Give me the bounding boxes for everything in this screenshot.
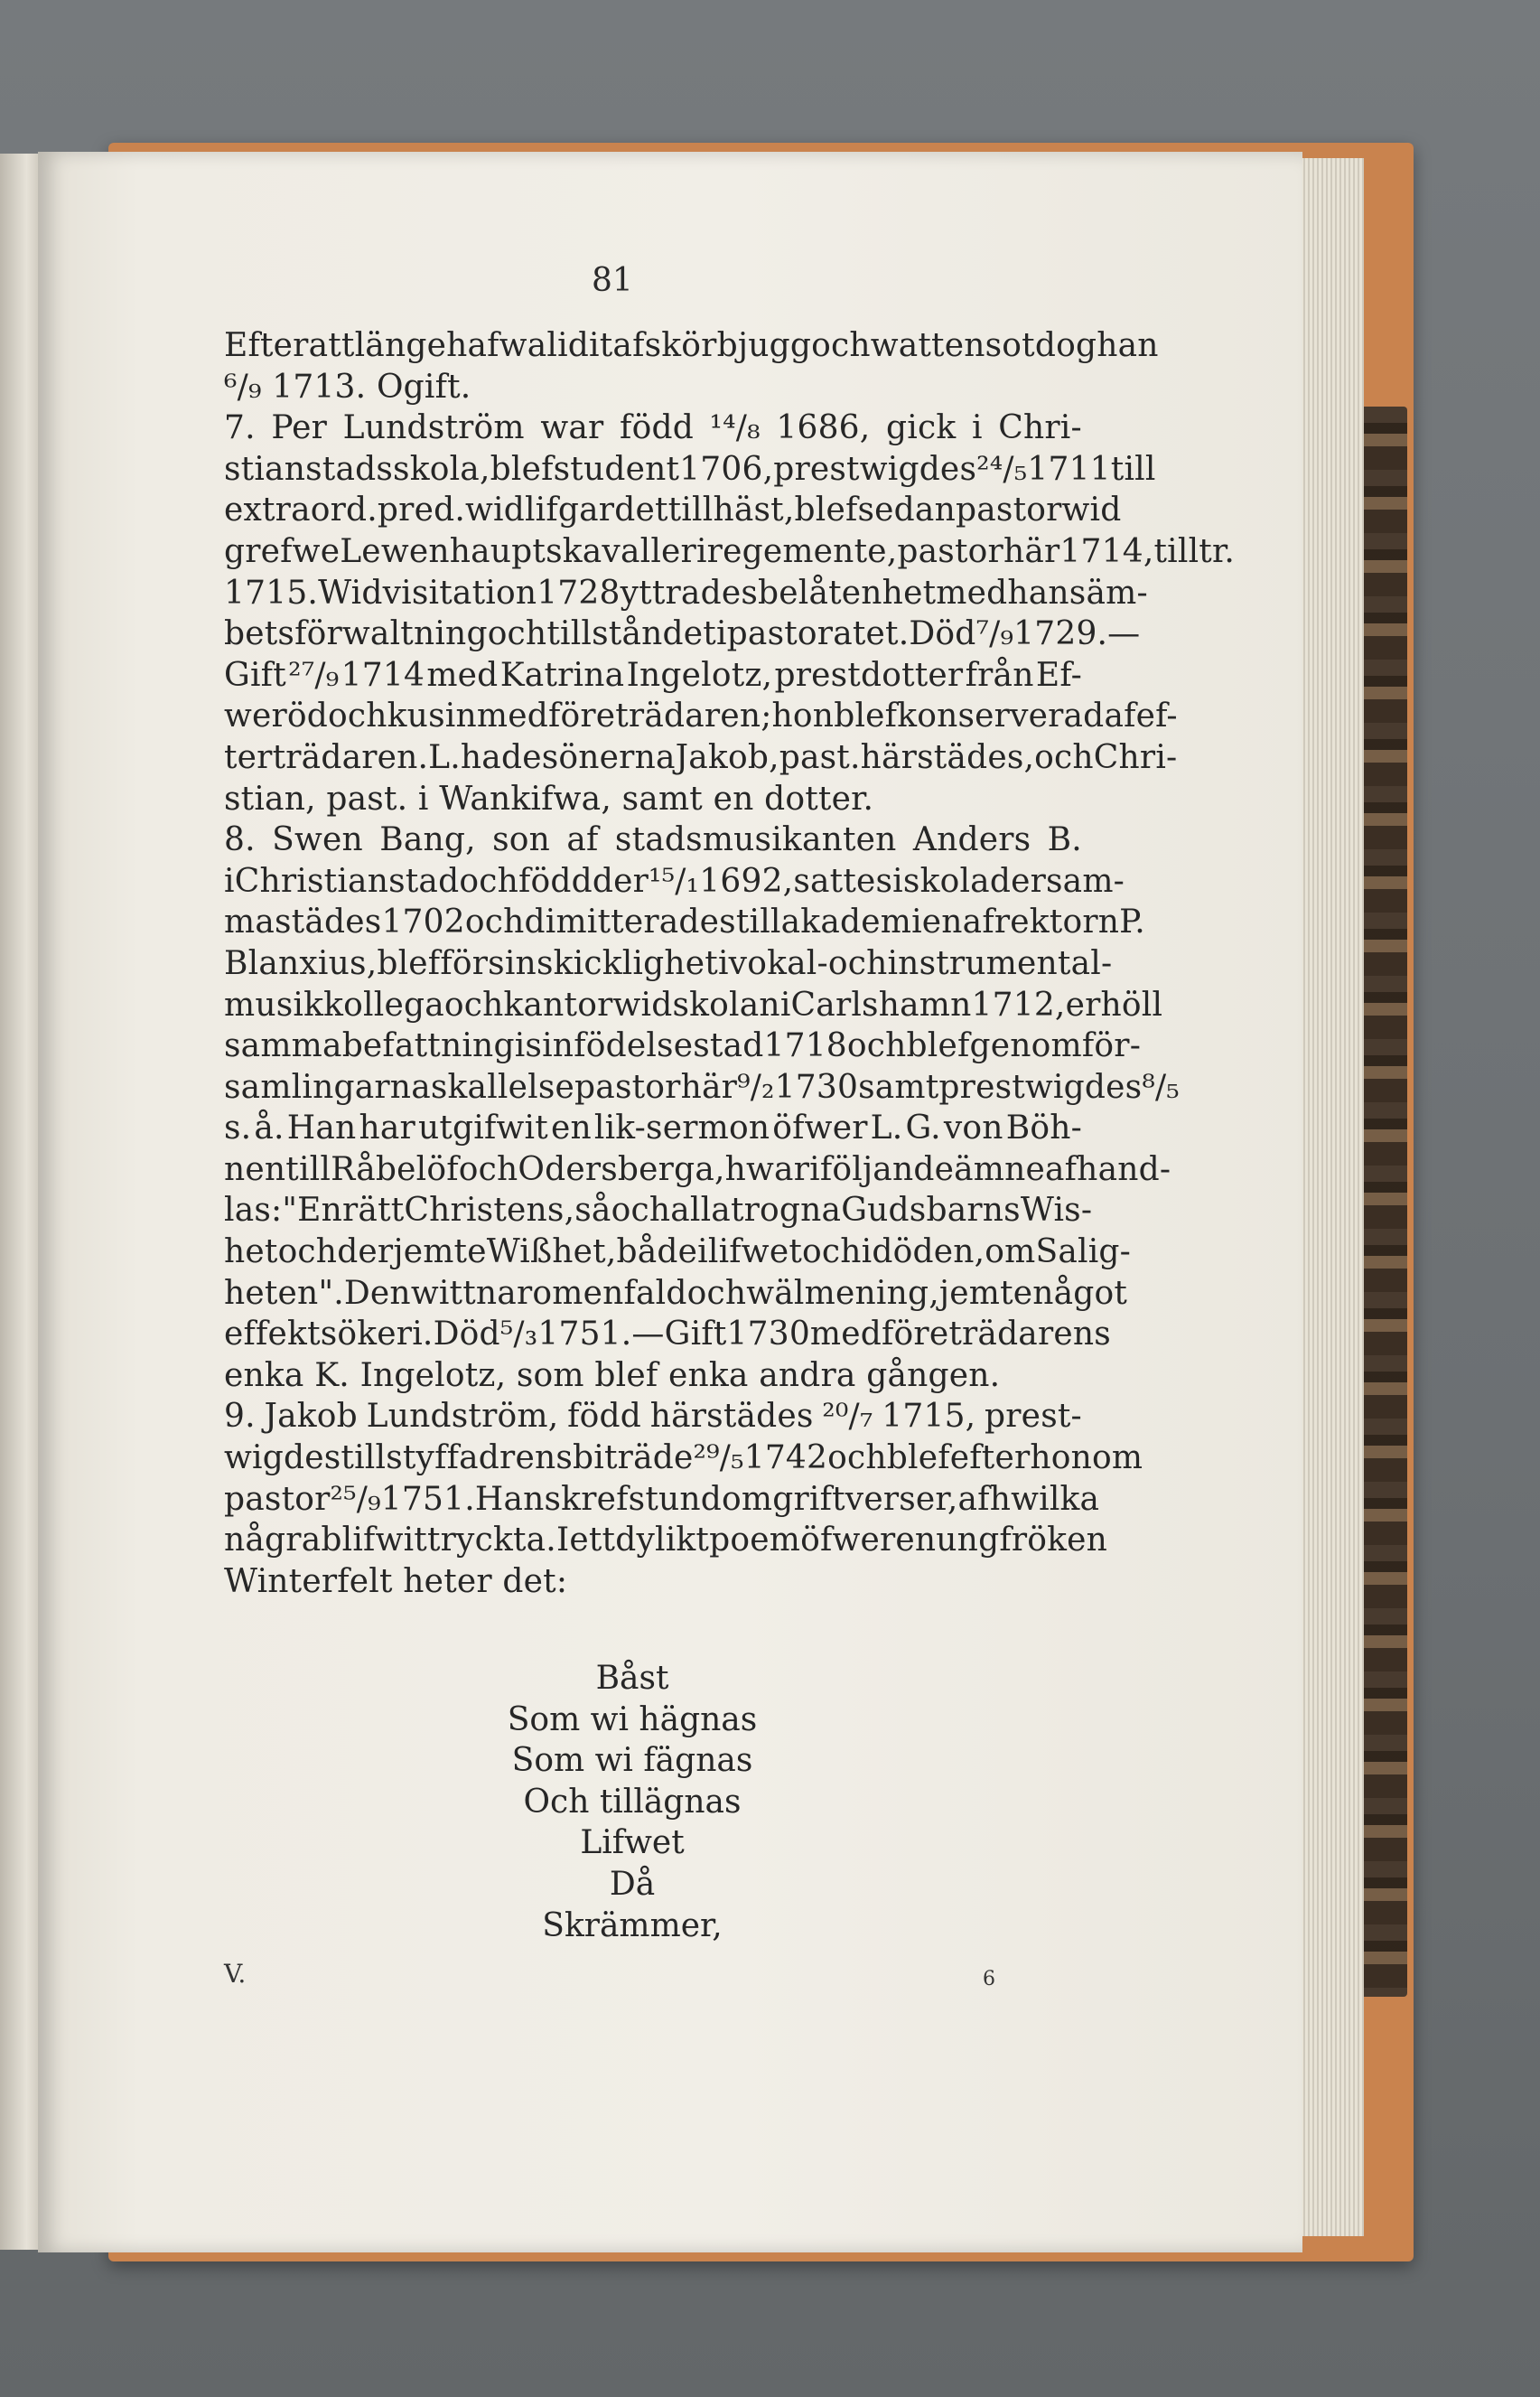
body-text [224, 325, 1236, 1602]
poem-line: Då [609, 1865, 656, 1903]
text-line: grefwe Lewenhaupts kavalleriregemente, pastor här 1714, tilltr. [224, 532, 1236, 570]
text-line: extraord. pred. wid lifgardet till häst, blef sedan pastor wid [224, 492, 1122, 529]
text-line: betsförwaltning och tillståndet i pastoratet. Död ⁷/₉ 1729.— [224, 615, 1141, 653]
signature-mark: V. [224, 1959, 247, 1989]
text-line: musik kollega och kantor wid skolan i Carlshamn 1712, erhöll [224, 986, 1163, 1024]
text-line: las: "En rätt Christens, så och alla trogna Guds barns Wis- [224, 1192, 1093, 1230]
text-line: heten". Den wittnar om enfald och wälmening, jemte något [224, 1274, 1128, 1312]
poem [452, 1658, 813, 1946]
left-page-edge [0, 154, 38, 2250]
text-line: samlingarnas kallelse pastor här ⁹/₂ 1730 samt prestwigdes ⁸/₅ [224, 1068, 1180, 1106]
text-line: stianstads skola, blef student 1706, prestwigdes ²⁴/₅ 1711 till [224, 450, 1156, 488]
poem-line: Och tillägnas [523, 1783, 742, 1821]
text-line: Gift ²⁷/₉ 1714 med Katrina Ingelotz, prestdotter från Ef- [224, 656, 1082, 694]
page-number: 81 [592, 262, 633, 299]
text-line: Blanxius, blef för sin skicklighet i vokal- och instrumental- [224, 944, 1113, 982]
text-line: wigdes till styffadrens biträde ²⁹/₅ 1742 och blef efter honom [224, 1439, 1143, 1477]
text-line: mastädes 1702 och dimitterades till akademien af rektorn P. [224, 904, 1145, 941]
text-line: Winterfelt heter det: [224, 1562, 568, 1600]
poem-line: Som wi hägnas [507, 1700, 758, 1738]
text-line: 7. Per Lundström war född ¹⁴/₈ 1686, gick i Chri- [224, 409, 1082, 447]
text-line: Efter att länge hafwa lidit af skörbjugg och wattensot dog han [224, 327, 1159, 364]
text-line: enka K. Ingelotz, som blef enka andra gången. [224, 1356, 1001, 1394]
gathering-mark: 6 [983, 1968, 995, 1990]
text-line: 8. Swen Bang, son af stadsmusikanten Anders B. [224, 821, 1082, 859]
text-line: ⁶/₉ 1713. Ogift. [224, 368, 471, 406]
text-line: nen till Råbelöf och Odersberga, hwari följande ämne afhand- [224, 1150, 1171, 1188]
text-line: samma befattning i sin födelsestad 1718 och blef genom för- [224, 1027, 1142, 1065]
poem-line: Båst [595, 1660, 669, 1697]
text-line: s. å. Han har utgifwit en lik-sermon öfwer L. G. von Böh- [224, 1110, 1082, 1147]
text-line: stian, past. i Wankifwa, samt en dotter. [224, 780, 874, 818]
text-line: het och derjemte Wißhet, både i lifwet och i döden, om Salig- [224, 1233, 1132, 1271]
poem-line: Som wi fägnas [511, 1742, 753, 1780]
text-line: 1715. Wid visitation 1728 yttrades belåtenhet med hans äm- [224, 574, 1148, 612]
text-line: effektsökeri. Död ⁵/₃ 1751. — Gift 1730 med företrädarens [224, 1316, 1111, 1353]
text-line: weröd och kusin med företrädaren; hon blef konserverad af ef- [224, 698, 1178, 735]
text-line: några blifwit tryckta. I ett dylikt poem öfwer en ung fröken [224, 1522, 1108, 1559]
poem-line: Lifwet [580, 1824, 685, 1862]
text-line: 9. Jakob Lundström, född härstädes ²⁰/₇ 1715, prest- [224, 1398, 1082, 1436]
text-line: terträdaren. L. hade sönerna Jakob, past. härstädes, och Chri- [224, 738, 1178, 776]
poem-line: Skrämmer, [542, 1906, 723, 1944]
text-line: pastor ²⁵/₉ 1751. Han skref stundom griftverser, af hwilka [224, 1480, 1100, 1518]
text-line: i Christianstad och född der ¹⁵/₁ 1692, sattes i skola dersam- [224, 862, 1125, 900]
